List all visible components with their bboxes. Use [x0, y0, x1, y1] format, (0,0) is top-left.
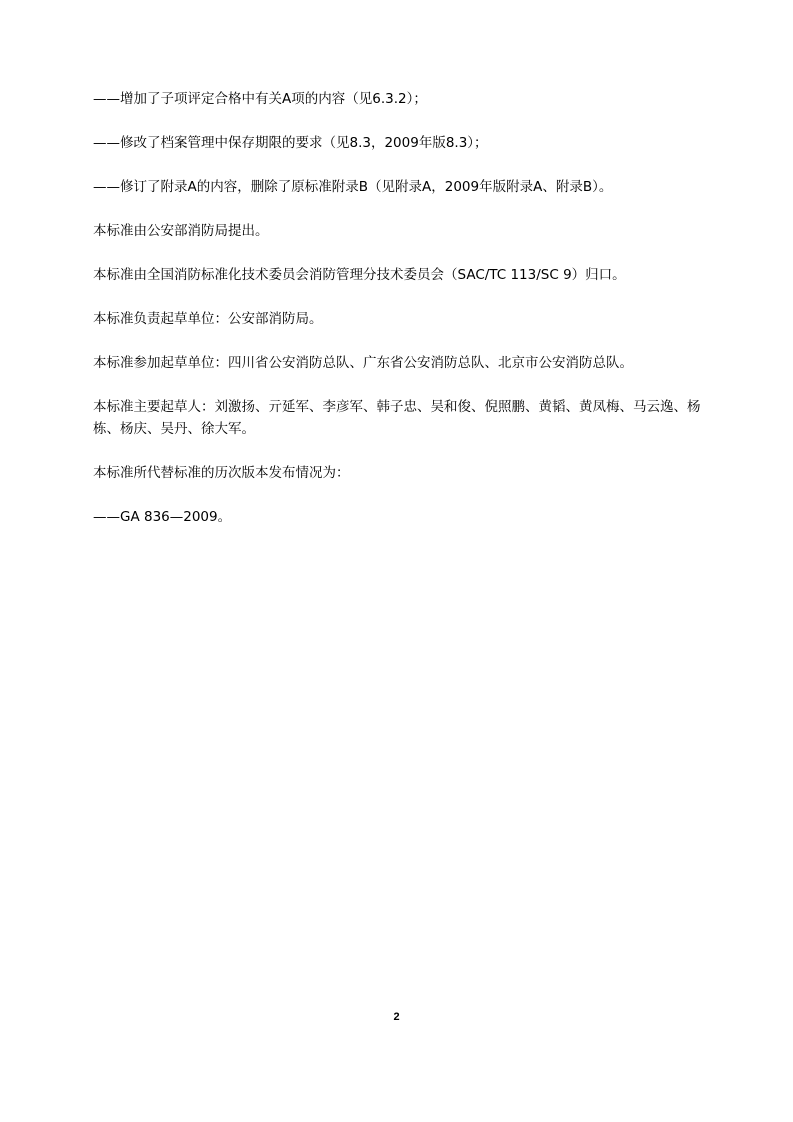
change-item-added-a-item: ——增加了子项评定合格中有关A项的内容（见6.3.2）； [93, 91, 427, 107]
lead-drafting-unit: 本标准负责起草单位：公安部消防局。 [93, 311, 323, 327]
main-drafters: 本标准主要起草人：刘激扬、亓延军、李彦军、韩子忠、吴和俊、倪照鹏、黄韬、黄凤梅、马云逸、杨栋、杨庆、吴丹、徐大军。 [93, 399, 701, 437]
change-item-appendix-revision: ——修订了附录A的内容，删除了原标准附录B（见附录A，2009年版附录A、附录B）。 [93, 179, 613, 195]
administration-statement: 本标准由全国消防标准化技术委员会消防管理分技术委员会（SAC/TC 113/SC 9）归口。 [93, 267, 626, 283]
proposer-statement: 本标准由公安部消防局提出。 [93, 223, 269, 239]
version-history-intro: 本标准所代替标准的历次版本发布情况为： [93, 465, 350, 481]
version-history-item: ——GA 836—2009。 [93, 509, 232, 525]
change-item-archive-retention: ——修改了档案管理中保存期限的要求（见8.3，2009年版8.3）； [93, 135, 488, 151]
participating-drafting-units: 本标准参加起草单位：四川省公安消防总队、广东省公安消防总队、北京市公安消防总队。 [93, 355, 633, 371]
page-number: 2 [393, 1011, 400, 1023]
